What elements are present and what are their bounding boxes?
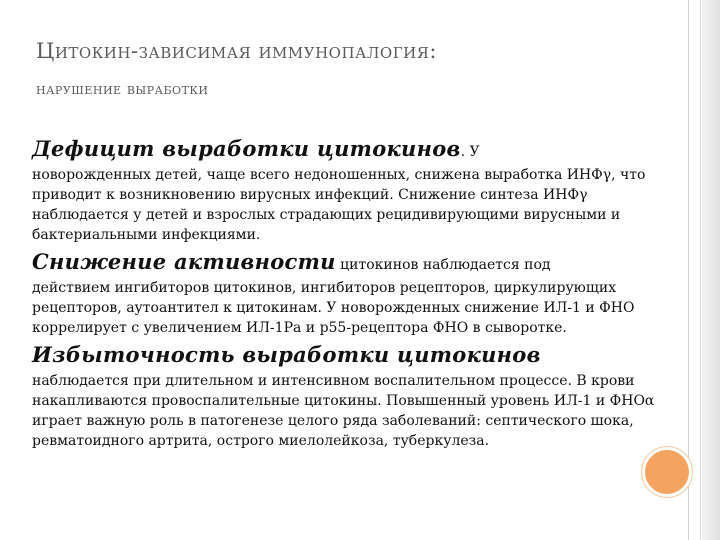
section-heading: Снижение активности xyxy=(32,249,336,274)
section-text: действием ингибиторов цитокинов, ингибиторов рецепторов, циркулирующих рецепторов, аутоантител к цитокинам. У новорожденных снижение ИЛ-1 и ФНО коррелирует с увеличением ИЛ-1Ра и р55-рецептора ФНО в сыворотке. xyxy=(32,280,635,336)
section-cytokine-deficiency xyxy=(32,136,684,245)
slide-body xyxy=(32,136,684,455)
section-text: новорожденных детей, чаще всего недоношенных, снижена выработка ИНФγ, что приводит к возникновению вирусных инфекций. Снижение синтеза ИНФγ наблюдается у детей и взрослых страдающих рецидивирующими вирусными и бактериальными инфекциями. xyxy=(32,167,646,243)
section-activity-reduction xyxy=(32,249,684,338)
section-heading: Избыточность выработки цитокинов xyxy=(32,342,541,367)
slide-right-border xyxy=(702,0,720,540)
title-line-2: нарушение выработки xyxy=(36,80,209,98)
section-lead: . У xyxy=(460,144,480,160)
section-text: наблюдается при длительном и интенсивном воспалительном процессе. В крови накапливаются провоспалительные цитокины. Повышенный уровень ИЛ-1 и ФНОα играет важную роль в патогенезе целого ряда заболеваний: септического шока, ревматоидного артрита, острого миелолейкоза, туберкулеза. xyxy=(32,373,655,449)
border-divider-line-inner xyxy=(700,0,701,540)
slide-title xyxy=(36,38,676,100)
section-lead: цитокинов наблюдается под xyxy=(335,257,551,273)
section-heading: Дефицит выработки цитокинов xyxy=(32,136,461,161)
section-cytokine-excess xyxy=(32,342,684,451)
decorative-orange-circle xyxy=(642,447,692,497)
title-line-1: Цитокин-зависимая иммунопалогия: xyxy=(36,39,437,63)
